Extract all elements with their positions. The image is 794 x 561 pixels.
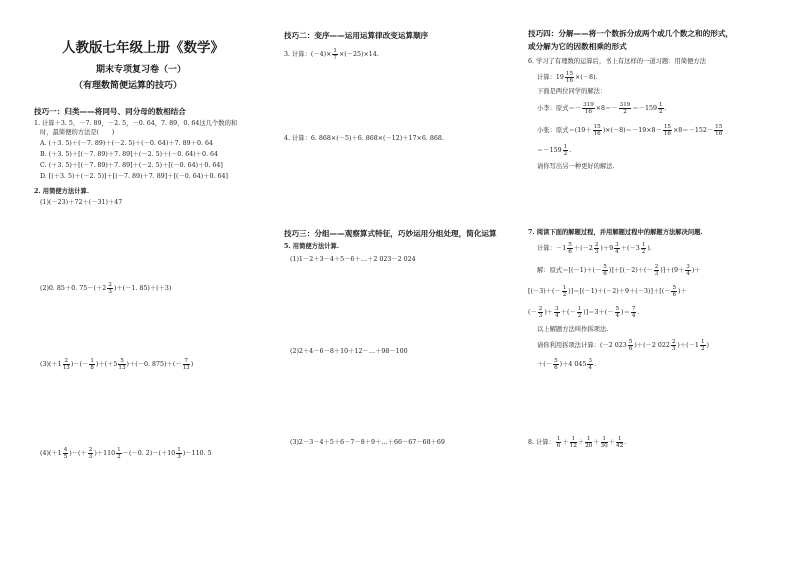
fraction: $\frac{3}{4}$ [686, 264, 690, 277]
fraction: $\frac{319}{16}$ [583, 102, 594, 115]
question-6-ask: 请你写出另一种更好的解法. [537, 163, 615, 170]
fraction: $\frac{2}{13}$ [62, 358, 70, 371]
fraction: $\frac{1}{2}$ [658, 102, 663, 115]
question-3: 3. 计算：(－4)× $\frac{1}{7}$ ×(－25)×14. [284, 48, 379, 61]
fraction: $\frac{1}{3}$ [177, 447, 181, 460]
fraction: $\frac{1}{42}$ [616, 436, 624, 449]
question-2-part4: (4)(＋1 $\frac{4}{5}$ )－(＋ $\frac{2}{3}$ )＋110 $\frac{1}{2}$ －(－0. 2)－(＋10 $\frac{1}{3}$ )－110. 5 [40, 447, 212, 460]
question-5-part3: (3)2－3－4＋5＋6－7－8＋9＋…＋66－67－68＋69 [290, 439, 445, 446]
fraction: $\frac{1}{6}$ [556, 436, 561, 449]
fraction: $\frac{1}{12}$ [569, 436, 577, 449]
question-5-part2: (2)2＋4－6－8＋10＋12－…＋98－100 [290, 348, 408, 355]
fraction: $\frac{5}{6}$ [672, 285, 677, 298]
fraction: $\frac{15}{16}$ [593, 124, 601, 137]
page-title: 人教版七年级上册《数学》 [62, 40, 224, 56]
question-2-part2: (2)0. 85＋0. 75－(＋2 $\frac{2}{3}$ )＋(－1. 85)＋(＋3) [40, 282, 172, 295]
question-7-solution-line1: 解：原式＝[(－1)＋(－ $\frac{5}{6}$ )]＋[(－2)＋(－ $\frac{2}{3}$ )]＋(9＋ $\frac{3}{4}$ )＋ [537, 264, 701, 277]
option-a: A. (＋3. 5)＋(－7. 89)＋(－2. 5)＋(－0. 64)＋7. 89＋0. 64 [40, 140, 213, 147]
question-5-part1: (1)1－2＋3－4＋5－6＋…＋2 023－2 024 [290, 256, 416, 263]
question-2-part3: (3)(＋1 $\frac{2}{13}$ )－(－ $\frac{1}{8}$ )＋(＋5 $\frac{5}{13}$ )＋(－0. 875)＋(－ $\frac{7}{13}$ ) [40, 358, 194, 371]
fraction: $\frac{1}{2}$ [641, 242, 646, 255]
question-7-ask: 请你利用拆项法计算：(－2 023 $\frac{5}{6}$ )＋(－2 022 $\frac{2}{3}$ )＋(－1 $\frac{1}{2}$ ) [537, 339, 709, 352]
fraction: $\frac{1}{30}$ [600, 436, 608, 449]
fraction: $\frac{1}{20}$ [585, 436, 593, 449]
xiaozhang-solution: 小张：原式＝(19＋ $\frac{15}{16}$ )×(－8)＝－19×8－ $\frac{15}{16}$ ×8＝－152－ $\frac{15}{16}$ [537, 124, 723, 137]
skill-four-heading: 技巧四：分解——将一个数拆分成两个或几个数之和的形式， [528, 29, 734, 38]
fraction: $\frac{5}{13}$ [118, 358, 126, 371]
question-4: 4. 计算：6. 868×(－5)＋6. 868×(－12)＋17×6. 868. [284, 135, 444, 142]
xiaoli-solution: 小李：原式＝－ $\frac{319}{16}$ ×8＝－ $\frac{319}{2}$ ＝－159 $\frac{1}{2}$ . [537, 102, 667, 115]
column-right [528, 0, 778, 561]
fraction: $\frac{5}{6}$ [568, 242, 572, 255]
fraction: $\frac{5}{6}$ [554, 358, 558, 371]
question-7-method: 以上解题方法叫作拆项法. [537, 326, 609, 333]
fraction: $\frac{2}{3}$ [88, 447, 93, 460]
question-6-calc: 计算：19 $\frac{15}{16}$ ×(－8). [537, 71, 598, 84]
option-b: B. (＋3. 5)＋[(－7. 89)＋7. 89]＋(－2. 5)＋(－0. 64)＋0. 64 [40, 151, 218, 158]
question-2-part1: (1)(－23)＋72＋(－31)＋47 [40, 199, 123, 206]
fraction: $\frac{1}{2}$ [577, 306, 582, 319]
question-7-ask-line2: ＋(－ $\frac{5}{6}$ )＋4 045 $\frac{3}{4}$ . [537, 358, 596, 371]
fraction: $\frac{7}{13}$ [182, 358, 190, 371]
exam-subtitle: 期末专项复习卷（一） [96, 65, 187, 75]
fraction: $\frac{1}{2}$ [562, 285, 567, 298]
question-1-stem-line2: 时，最简便的方法是( ) [40, 129, 115, 136]
question-5-stem: 5. 用简便方法计算. [284, 243, 340, 250]
question-6-intro: 下面是两位同学的解法： [537, 88, 607, 95]
skill-four-heading-line2: 或分解为它的因数相乘的形式 [528, 42, 627, 51]
fraction: $\frac{2}{3}$ [108, 282, 112, 295]
option-c: C. (＋3. 5)＋[(－7. 89)＋7. 89]＋(－2. 5)＋[(－0. 64)＋0. 64] [40, 162, 223, 169]
fraction: $\frac{3}{4}$ [588, 358, 592, 371]
fraction: $\frac{1}{8}$ [90, 358, 94, 371]
fraction: $\frac{1}{7}$ [333, 48, 337, 61]
question-1-stem: 1. 计算＋3. 5，－7. 89，－2. 5，－0. 64，7. 89，0. 64这几个数的和 [34, 120, 238, 127]
fraction: $\frac{1}{2}$ [117, 447, 121, 460]
question-7-solution-line2: [(－3)＋(－ $\frac{1}{2}$ )]＝[(－1)＋(－2)＋9＋(－3)]＋[(－ $\frac{5}{6}$ )＋ [528, 285, 687, 298]
fraction: $\frac{2}{3}$ [594, 242, 599, 255]
fraction: $\frac{1}{2}$ [700, 339, 705, 352]
fraction: $\frac{4}{5}$ [63, 447, 68, 460]
question-6-stem: 6. 学习了有理数的运算后，书上有这样的一道习题：用简便方法 [528, 58, 707, 65]
fraction: $\frac{2}{3}$ [654, 264, 659, 277]
fraction: $\frac{1}{2}$ [563, 144, 568, 157]
question-7-calc: 计算：－1 $\frac{5}{6}$ ＋(－2 $\frac{2}{3}$ )＋9 $\frac{3}{4}$ ＋(－3 $\frac{1}{2}$ ). [537, 242, 652, 255]
fraction: $\frac{7}{4}$ [631, 306, 636, 319]
skill-three-heading: 技巧三：分组——观察算式特征，巧妙运用分组处理，简化运算 [284, 229, 497, 238]
fraction: $\frac{3}{4}$ [555, 306, 559, 319]
fraction: $\frac{2}{3}$ [538, 306, 543, 319]
fraction: $\frac{5}{4}$ [615, 306, 620, 319]
fraction: $\frac{319}{2}$ [619, 102, 631, 115]
fraction: $\frac{15}{16}$ [663, 124, 671, 137]
exam-topic: （有理数简便运算的技巧） [74, 81, 183, 91]
fraction: $\frac{3}{4}$ [615, 242, 619, 255]
skill-two-heading: 技巧二：变序——运用运算律改变运算顺序 [284, 31, 429, 40]
option-d: D. [(＋3. 5)＋(－2. 5)]＋[(－7. 89)＋7. 89]＋[(－0. 64)＋0. 64] [40, 173, 229, 180]
skill-one-heading: 技巧一：归类——将同号、同分母的数相结合 [34, 107, 186, 116]
question-8: 8. 计算： $\frac{1}{6}$ ＋ $\frac{1}{12}$ ＋ $\frac{1}{20}$ ＋ $\frac{1}{30}$ ＋ $\frac{1}{42}$ . [528, 436, 627, 449]
fraction: $\frac{15}{16}$ [715, 124, 723, 137]
question-7-solution-line3: (－ $\frac{2}{3}$ )＋ $\frac{3}{4}$ ＋(－ $\frac{1}{2}$ )]＝3＋(－ $\frac{5}{4}$ )＝ $\frac{7}{4}$ . [528, 306, 640, 319]
column-left [34, 0, 274, 561]
fraction: $\frac{5}{6}$ [628, 339, 633, 352]
question-2-stem: 2. 用简便方法计算. [34, 188, 90, 195]
fraction: $\frac{15}{16}$ [565, 71, 574, 84]
fraction: $\frac{5}{6}$ [603, 264, 607, 277]
xiaozhang-solution-line2: ＝－159 $\frac{1}{2}$ . [537, 144, 572, 157]
column-middle [284, 0, 514, 561]
fraction: $\frac{2}{3}$ [671, 339, 676, 352]
question-7-stem: 7. 阅读下面的解题过程，并用解题过程中的解题方法解决问题. [528, 229, 703, 236]
